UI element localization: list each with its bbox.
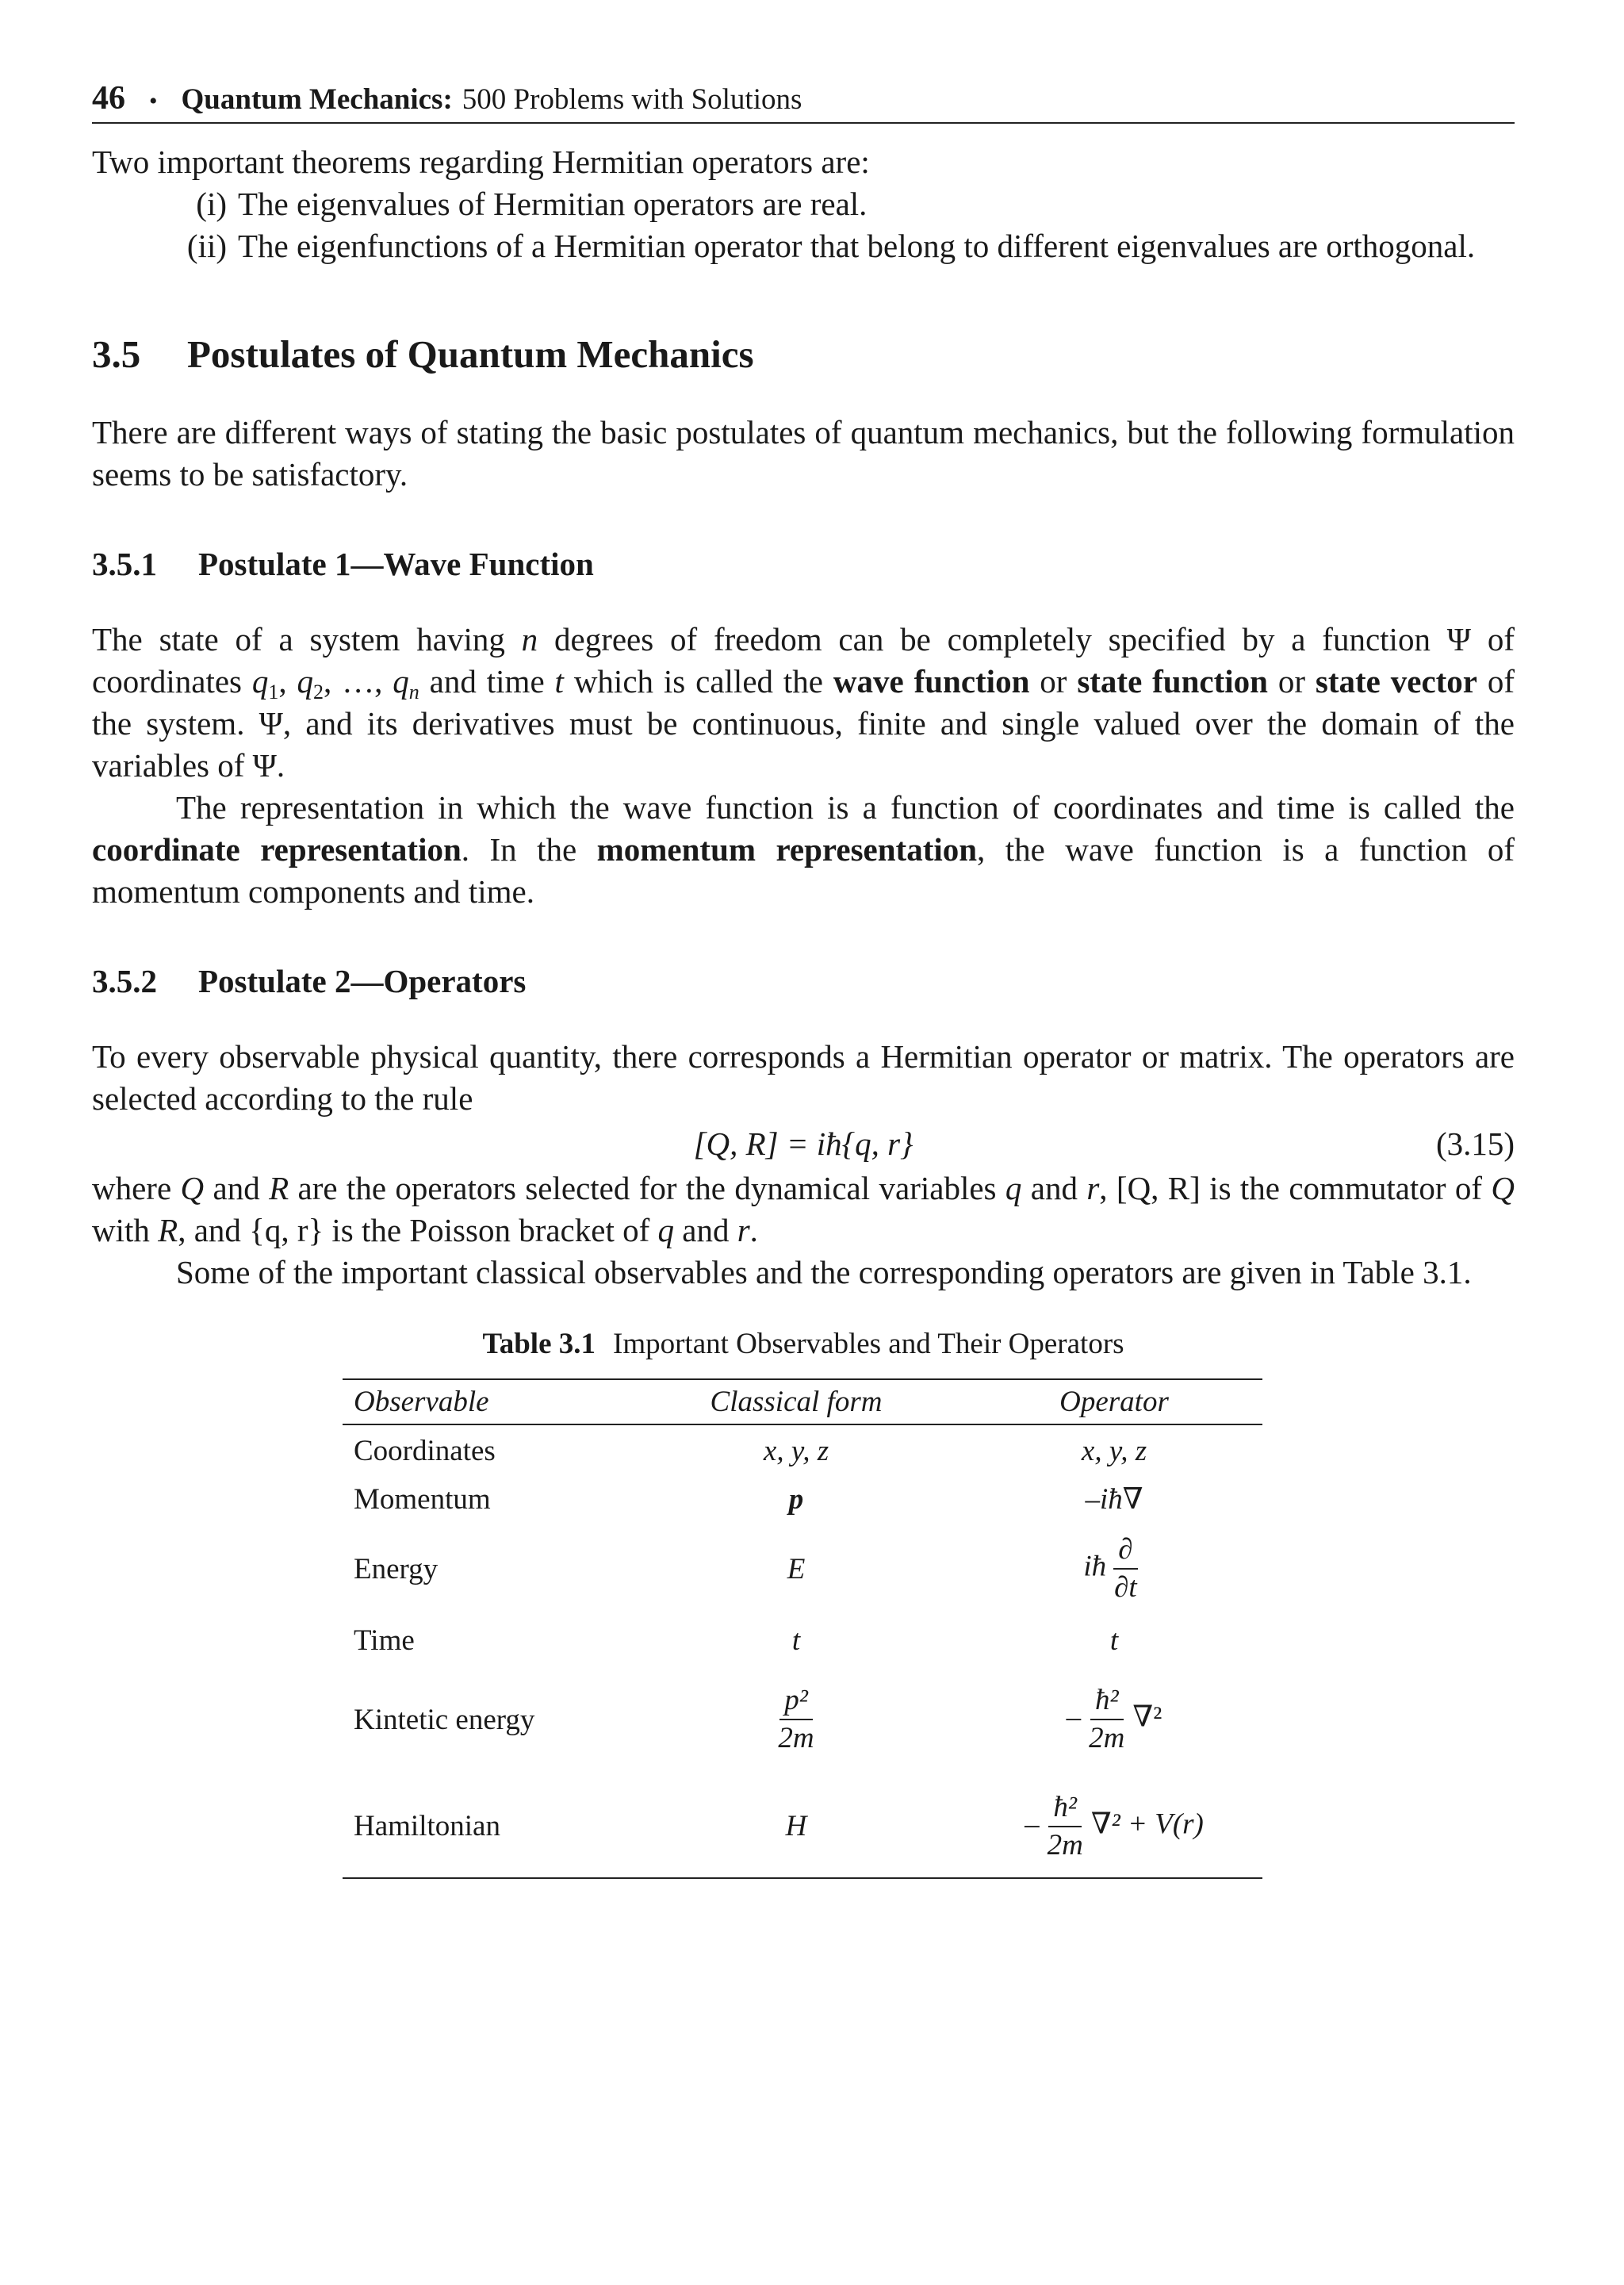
cell-classical: x, y, z — [763, 1435, 829, 1467]
cell-operator: iħ $\frac{\partial}{\partial t}$ — [966, 1521, 1262, 1616]
list-item-text: The eigenvalues of Hermitian operators are real. — [238, 186, 868, 222]
fraction: $\frac{\text{ħ²}}{2m}$ — [1047, 1790, 1083, 1861]
cell-classical: E — [787, 1552, 806, 1585]
cell-operator: – $\frac{\text{ħ²}}{2m}$ ∇² + V(r) — [966, 1775, 1262, 1878]
fraction: $\frac{\partial}{\partial t}$ — [1114, 1533, 1137, 1604]
section-title: Postulates of Quantum Mechanics — [187, 332, 754, 376]
cell-observable: Momentum — [354, 1482, 491, 1516]
intro-lead: Two important theorems regarding Hermitian operators are: — [92, 144, 870, 180]
page-number: 46 — [92, 80, 125, 117]
representation-paragraph: The representation in which the wave function is a function of coordinates and time is called the coordinate representation. In the momentum representation, the wave function is a function of momentum components and time. — [92, 789, 1515, 910]
table-caption — [92, 1327, 1515, 1361]
bullet-separator: • — [149, 88, 158, 114]
book-page — [92, 79, 1515, 1879]
book-subtitle: 500 Problems with Solutions — [462, 83, 802, 116]
subsection-number: 3.5.2 — [92, 963, 157, 999]
subsection-heading-1 — [92, 543, 1515, 585]
cell-operator: x, y, z — [1081, 1435, 1147, 1467]
cell-observable: Hamiltonian — [343, 1775, 626, 1878]
section-paragraph: There are different ways of stating the basic postulates of quantum mechanics, but the following formulation seems to be satisfactory. — [92, 414, 1515, 493]
cell-observable: Kintetic energy — [354, 1703, 535, 1736]
table-row — [343, 1477, 1262, 1521]
running-head — [92, 79, 1515, 124]
equation-number: (3.15) — [1435, 1125, 1515, 1162]
table-row — [343, 1664, 1262, 1775]
observables-table — [343, 1378, 1262, 1879]
table-row — [343, 1521, 1262, 1616]
cell-operator: – $\frac{\text{ħ²}}{2m}$ ∇² — [966, 1664, 1262, 1775]
table-caption-text: Important Observables and Their Operators — [613, 1328, 1124, 1360]
commutator-paragraph: where Q and R are the operators selected for the dynamical variables q and r, [Q, R] is the commutator of Q with R, and {q, r} is the Poisson bracket of q and r. — [92, 1170, 1515, 1248]
book-title: Quantum Mechanics: — [181, 83, 453, 116]
cell-operator: –iħ∇ — [1085, 1483, 1143, 1516]
equation-3-15 — [92, 1120, 1515, 1167]
cell-observable: Energy — [354, 1552, 439, 1585]
subsection-number: 3.5.1 — [92, 546, 157, 582]
section-heading — [92, 331, 1515, 378]
fraction: $\frac{\text{p²}}{2m}$ — [778, 1684, 814, 1754]
cell-classical: H — [626, 1775, 966, 1878]
list-item — [92, 225, 1515, 267]
fraction: $\frac{\text{ħ²}}{2m}$ — [1089, 1684, 1125, 1754]
theorem-list — [92, 183, 1515, 267]
table-row — [343, 1424, 1262, 1477]
table-reference-paragraph: Some of the important classical observables and the corresponding operators are given in Table 3.1. — [176, 1254, 1472, 1290]
table-row — [343, 1775, 1262, 1878]
list-item-number: (ii) — [186, 228, 227, 264]
table-label: Table 3.1 — [482, 1328, 596, 1360]
cell-observable: Time — [354, 1624, 415, 1657]
table-row — [343, 1616, 1262, 1664]
table-header-row — [343, 1379, 1262, 1424]
equation-body: [Q, R] = iħ{q, r} — [693, 1125, 914, 1162]
cell-classical: p — [788, 1482, 804, 1516]
subsection-heading-2 — [92, 960, 1515, 1003]
list-item-number: (i) — [196, 186, 227, 222]
operators-paragraph: To every observable physical quantity, there corresponds a Hermitian operator or matrix. The operators are selected according to the rule — [92, 1038, 1515, 1117]
header-observable: Observable — [343, 1379, 626, 1424]
cell-classical: t — [791, 1624, 801, 1657]
list-item — [92, 183, 1515, 225]
cell-classical — [626, 1664, 966, 1775]
list-item-text: The eigenfunctions of a Hermitian operator that belong to different eigenvalues are orthogonal. — [238, 228, 1476, 264]
cell-operator: t — [1109, 1624, 1119, 1657]
wave-function-paragraph: The state of a system having n degrees of freedom can be completely specified by a function Ψ of coordinates $q_1$, $q_2$, …, $q_n$ and time t which is called the wave function or state function or state vector of the system. Ψ, and its derivatives must be continuous, finite and single valued over the domain of the variables of Ψ. — [92, 621, 1515, 784]
header-operator: Operator — [966, 1379, 1262, 1424]
cell-observable: Coordinates — [354, 1435, 496, 1467]
subsection-title: Postulate 2—Operators — [198, 963, 527, 999]
header-classical-form: Classical form — [626, 1379, 966, 1424]
section-number: 3.5 — [92, 332, 141, 376]
subsection-title: Postulate 1—Wave Function — [198, 546, 594, 582]
